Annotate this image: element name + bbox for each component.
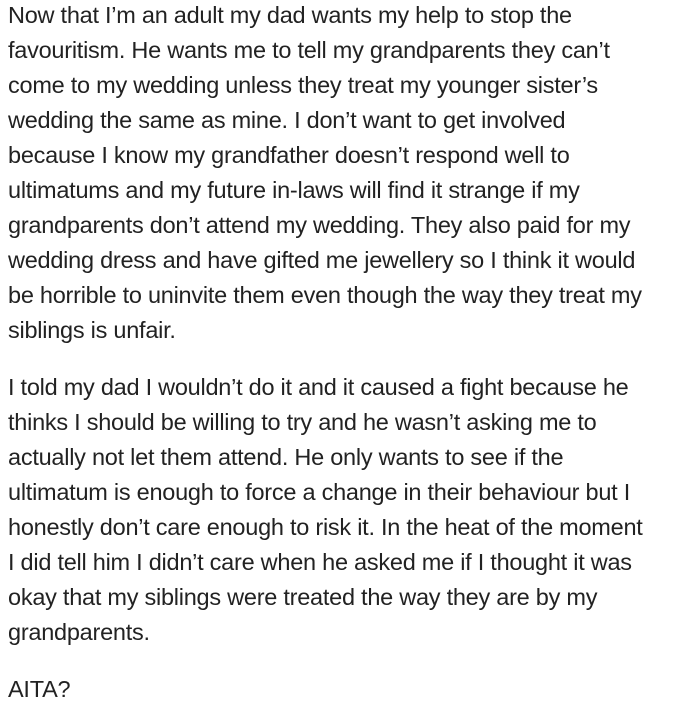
text-line: AITA?	[8, 676, 71, 702]
text-line: ultimatum is enough to force a change in their behaviour but I	[8, 479, 630, 505]
text-line: thinks I should be willing to try and he wasn’t asking me to	[8, 409, 597, 435]
text-line: because I know my grandfather doesn’t respond well to	[8, 142, 570, 168]
text-line: grandparents don’t attend my wedding. They also paid for my	[8, 212, 631, 238]
text-line: okay that my siblings were treated the way they are by my	[8, 584, 598, 610]
text-line: be horrible to uninvite them even though the way they treat my	[8, 282, 642, 308]
text-line: ultimatums and my future in-laws will find it strange if my	[8, 177, 580, 203]
text-line: Now that I’m an adult my dad wants my help to stop the	[8, 2, 572, 28]
post-paragraph	[8, 672, 700, 707]
post-paragraph	[8, 0, 700, 348]
text-line: I told my dad I wouldn’t do it and it caused a fight because he	[8, 374, 629, 400]
text-line: favouritism. He wants me to tell my grandparents they can’t	[8, 37, 610, 63]
text-line: actually not let them attend. He only wants to see if the	[8, 444, 564, 470]
text-line: I did tell him I didn’t care when he asked me if I thought it was	[8, 549, 632, 575]
text-line: honestly don’t care enough to risk it. In the heat of the moment	[8, 514, 643, 540]
text-line: wedding dress and have gifted me jewellery so I think it would	[8, 247, 636, 273]
text-line: wedding the same as mine. I don’t want to get involved	[8, 107, 566, 133]
text-line: grandparents.	[8, 619, 150, 645]
text-line: siblings is unfair.	[8, 317, 176, 343]
post-paragraph	[8, 370, 700, 650]
text-line: come to my wedding unless they treat my younger sister’s	[8, 72, 598, 98]
